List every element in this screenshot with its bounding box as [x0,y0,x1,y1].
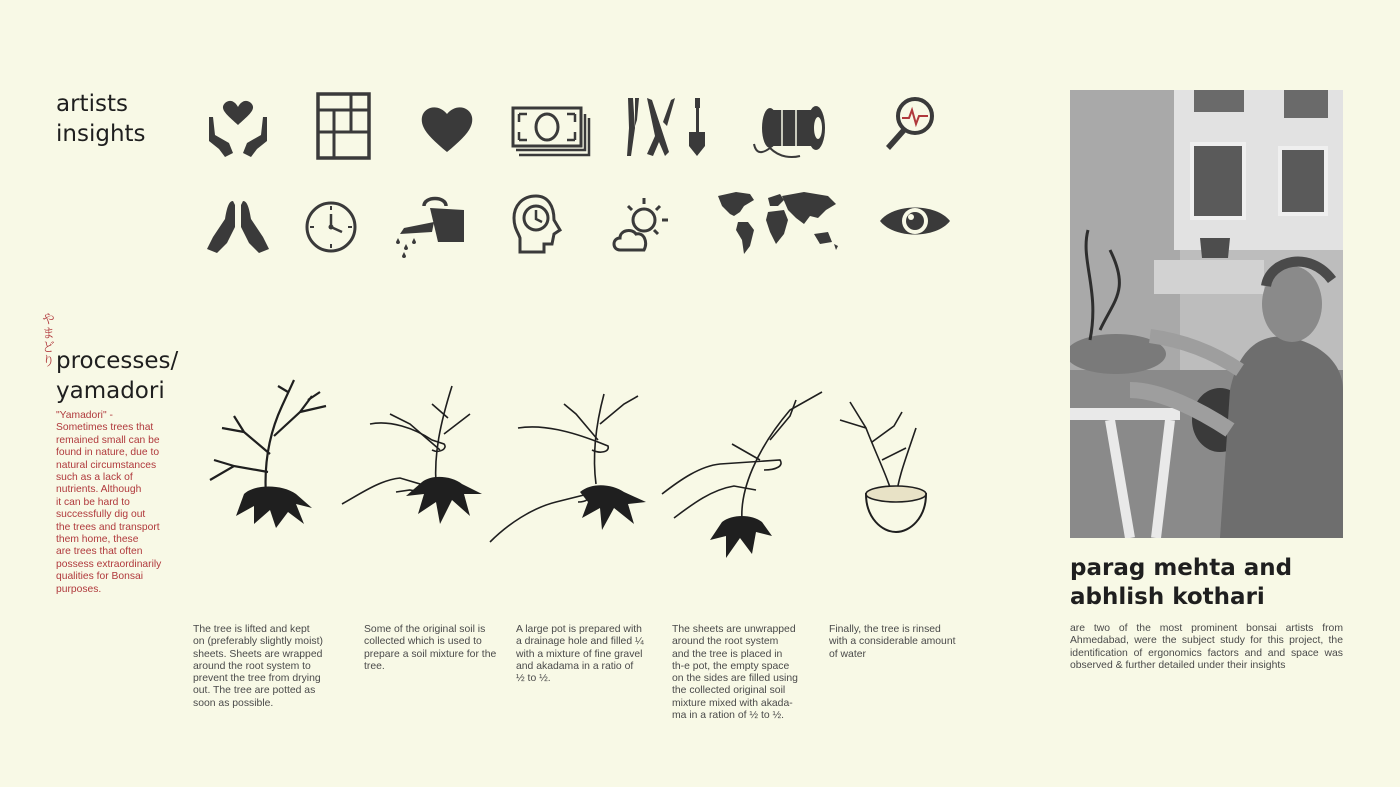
head-clock-icon [510,194,564,256]
illustration-tree-rinsing [836,398,936,537]
thread-spool-icon [752,104,830,162]
illustration-soil-collection [340,384,490,538]
step-1-text: The tree is lifted and kept on (preferably slightly moist) sheets. Sheets are wrapped around the root system to prevent the tree from drying out. The tree are potted as soon as possible. [193,624,323,709]
step-5-text: Finally, the tree is rinsed with a considerable amount of water [829,624,956,660]
illustration-tree-potting [660,390,830,569]
heart-in-hands-icon [205,95,271,161]
processes-title: processes/ yamadori [56,348,179,404]
praying-hands-icon [205,197,271,255]
yamadori-japanese-label: やまどり [39,312,54,368]
illustration-pot-preparation [488,384,653,548]
sun-cloud-icon [612,196,672,254]
yamadori-description: "Yamadori" - Sometimes trees that remained small can be found in nature, due to natural circumstances such as a lack of nutrients. Although it can be hard to successfully dig out the trees and transport them home, these are trees that often possess extraordinarily qualities for Bonsai purposes. [56,410,162,595]
world-map-icon [714,188,842,260]
garden-tools-icon [625,96,709,158]
artist-description: are two of the most prominent bonsai artists from Ahmedabad, were the subject study for this project, the identification of ergonomics factors and and space was observed & further detailed under their insights [1070,623,1343,672]
eye-icon [878,201,952,241]
artist-photo [1070,90,1343,538]
step-3-text: A large pot is prepared with a drainage hole and filled ¼ with a mixture of fine gravel and akadama in a ratio of ½ to ½. [516,624,644,685]
insights-title: artists insights [56,91,146,147]
window-frame-icon [316,92,371,160]
magnifier-pulse-icon [880,94,938,152]
heart-icon [420,104,474,154]
clock-icon [304,200,358,254]
artist-names: parag mehta and abhlish kothari [1070,555,1293,610]
watering-can-icon [394,192,470,260]
step-4-text: The sheets are unwrapped around the root system and the tree is placed in th-e pot, the empty space on the sides are filled using the collected original soil mixture mixed with akada- ma in a ration of ½ to ½. [672,624,798,722]
step-2-text: Some of the original soil is collected which is used to prepare a soil mixture for the tree. [364,624,497,672]
illustration-lifted-tree [204,376,334,535]
money-stack-icon [511,106,591,158]
